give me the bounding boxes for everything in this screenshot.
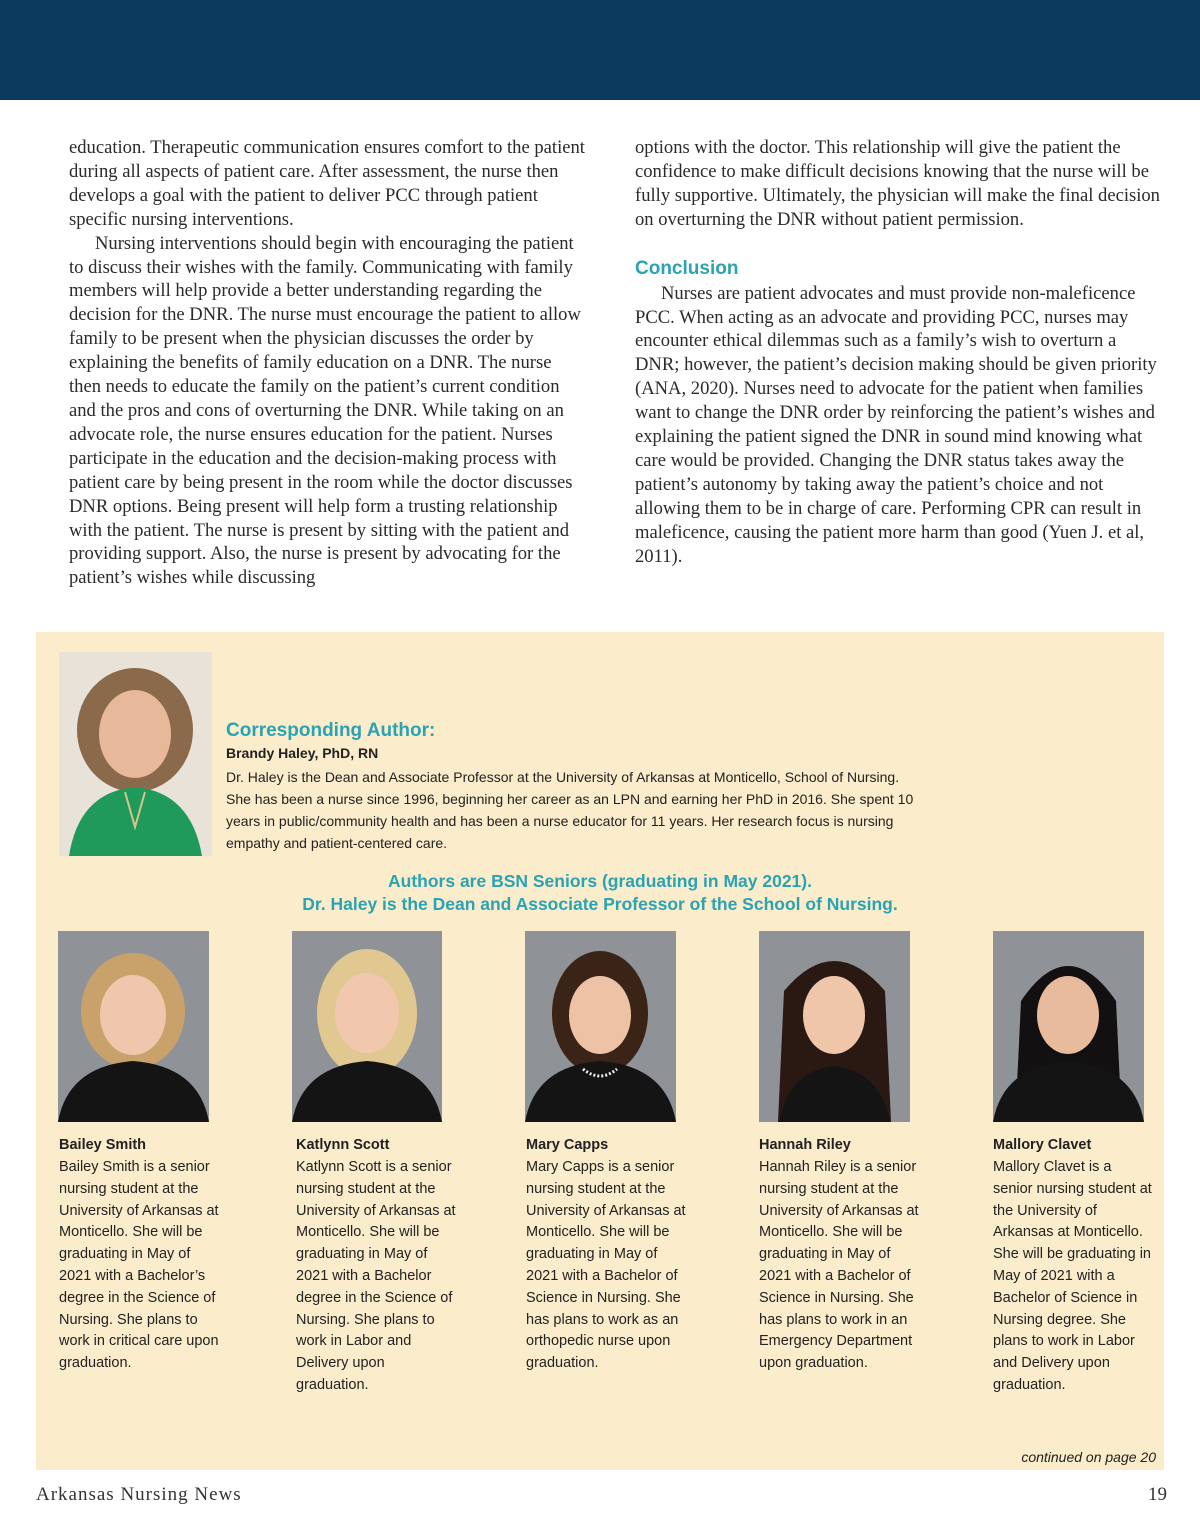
corresponding-author-bio: Dr. Haley is the Dean and Associate Professor at the University of Arkansas at Monticello, School of Nursing. She has been a nurse since 1996, beginning her career as an LPN and earning her PhD in 2016. She spent 10 years in public/community health and has been a nurse educator for 11 years. Her research focus is nursing empathy and patient-centered care.: [226, 769, 914, 851]
student-bio: Bailey Smith is a senior nursing student at the University of Arkansas at Monticello. She will be graduating in May of 2021 with a Bachelor’s degree in the Science of Nursing. She plans to work in critical care upon graduation.: [59, 1159, 219, 1372]
student-name: Hannah Riley: [759, 1137, 851, 1153]
article-paragraph: Nursing interventions should begin with encouraging the patient to discuss their wishes with the family. Communicating with family members will help provide a better understanding regarding the decision for the DNR. The nurse must encourage the patient to allow family to be present when the physician discusses the order by explaining the benefits of family education on a DNR. The nurse then needs to educate the family on the patient’s current condition and the pros and cons of overturning the DNR. While taking on an advocate role, the nurse ensures education for the patient. Nurses participate in the education and the decision-making process with patient care by being present in the room while the doctor discusses DNR options. Being present will help form a trusting relationship with the patient. The nurse is present by sitting with the patient and providing support. Also, the nurse is present by advocating for the patient’s wishes while discussing: [69, 232, 581, 589]
student-name: Mallory Clavet: [993, 1137, 1092, 1153]
corresponding-author-heading: Corresponding Author:: [226, 720, 436, 741]
corresponding-author-name: Brandy Haley, PhD, RN: [226, 745, 379, 761]
footer-publication: Arkansas Nursing News: [36, 1484, 242, 1505]
article-column-right: [635, 136, 1165, 569]
student-name: Bailey Smith: [59, 1137, 147, 1153]
article-column-left: [69, 136, 585, 590]
student-bio: Mary Capps is a senior nursing student at the University of Arkansas at Monticello. She will be graduating in May of 2021 with a Bachelor of Science in Nursing. She has plans to work as an orthopedic nurse upon graduation.: [526, 1159, 686, 1372]
header-band: [0, 0, 1200, 100]
student-photo: [993, 931, 1144, 1122]
student-photo: [525, 931, 676, 1122]
article-paragraph: Nurses are patient advocates and must provide non-maleficence PCC. When acting as an advocate and providing PCC, nurses may encounter ethical dilemmas such as a family’s wish to overturn a DNR; however, the patient’s decision making should be given priority (ANA, 2020). Nurses need to advocate for the patient when families want to change the DNR order by reinforcing the patient’s wishes and explaining the patient signed the DNR in sound mind knowing what care would be provided. Changing the DNR status takes away the patient’s autonomy by taking away the patient’s choice and not allowing them to be in charge of care. Performing CPR can result in maleficence, causing the patient more harm than good (Yuen J. et al, 2011).: [635, 282, 1157, 567]
author-info-box: [36, 632, 1164, 1470]
continued-note: continued on page 20: [1021, 1449, 1156, 1465]
student-photo: [292, 931, 442, 1122]
student-photo: [58, 931, 209, 1122]
page-number: 19: [1148, 1484, 1167, 1505]
student-name: Mary Capps: [526, 1137, 609, 1153]
corresponding-author-photo: [59, 652, 212, 856]
authors-note: [36, 870, 1164, 916]
student-bio: Hannah Riley is a senior nursing student at the University of Arkansas at Monticello. She will be graduating in May of 2021 with a Bachelor of Science in Nursing. She has plans to work in an Emergency Department upon graduation.: [759, 1159, 919, 1372]
student-bio: Mallory Clavet is a senior nursing student at the University of Arkansas at Monticello. She will be graduating in May of 2021 with a Bachelor of Science in Nursing degree. She plans to work in Labor and Delivery upon graduation.: [993, 1159, 1152, 1393]
article-paragraph: education. Therapeutic communication ensures comfort to the patient during all aspects of patient care. After assessment, the nurse then develops a goal with the patient to deliver PCC through patient specific nursing interventions.: [69, 137, 585, 230]
authors-note-line: Authors are BSN Seniors (graduating in May 2021).: [388, 871, 812, 891]
student-photo: [759, 931, 910, 1122]
authors-note-line: Dr. Haley is the Dean and Associate Professor of the School of Nursing.: [302, 894, 898, 914]
student-bio: Katlynn Scott is a senior nursing student at the University of Arkansas at Monticello. She will be graduating in May of 2021 with a Bachelor degree in the Science of Nursing. She plans to work in Labor and Delivery upon graduation.: [296, 1159, 456, 1393]
conclusion-heading: Conclusion: [635, 257, 739, 279]
article-paragraph: options with the doctor. This relationship will give the patient the confidence to make difficult decisions knowing that the nurse will be fully supportive. Ultimately, the physician will make the final decision on overturning the DNR without patient permission.: [635, 137, 1160, 230]
student-name: Katlynn Scott: [296, 1137, 390, 1153]
